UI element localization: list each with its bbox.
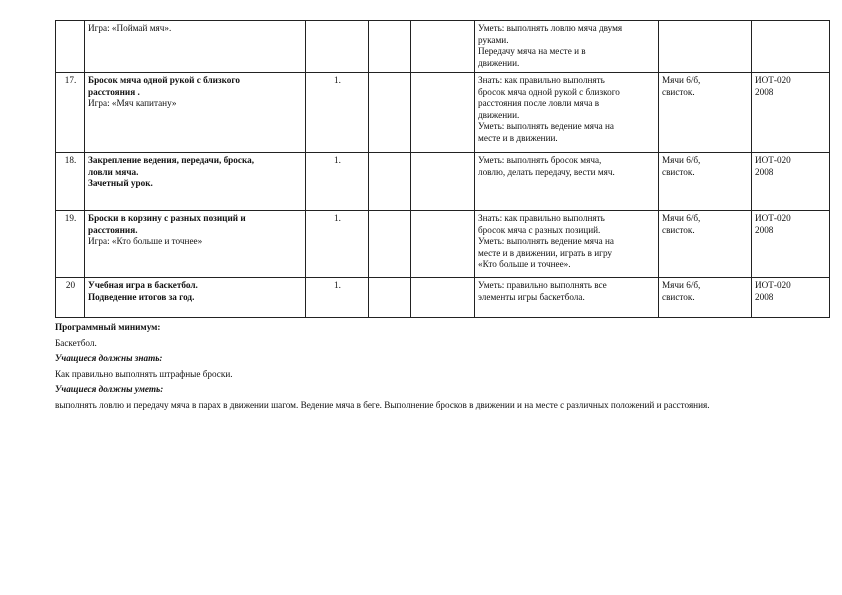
empty-cell: [411, 278, 475, 318]
lesson-safety-code: ИОТ-020 2008: [752, 211, 830, 278]
topic-line: Броски в корзину с разных позиций и расстояния.: [88, 213, 246, 235]
lesson-hours: [306, 21, 369, 73]
lesson-number: 19.: [56, 211, 85, 278]
lesson-requirements: Знать: как правильно выполнять бросок мяча одной рукой с близкого расстояния после ловли мяча в движении. Уметь: выполнять ведение мяча на месте и в движении.: [475, 73, 659, 153]
lesson-number: [56, 21, 85, 73]
lesson-equipment: Мячи 6/б, свисток.: [659, 153, 752, 211]
lesson-hours: 1.: [306, 278, 369, 318]
topic-line: Игра: «Кто больше и точнее»: [88, 236, 203, 247]
lesson-safety-code: ИОТ-020 2008: [752, 278, 830, 318]
empty-cell: [369, 73, 411, 153]
lesson-topic: [85, 211, 306, 278]
table-row: [56, 73, 830, 153]
lesson-topic: [85, 21, 306, 73]
lesson-requirements: Уметь: выполнять бросок мяча, ловлю, делать передачу, вести мяч.: [475, 153, 659, 211]
lesson-requirements: Уметь: выполнять ловлю мяча двумя руками. Передачу мяча на месте и в движении.: [475, 21, 659, 73]
empty-cell: [369, 21, 411, 73]
topic-line: Зачетный урок.: [88, 178, 153, 189]
empty-cell: [369, 153, 411, 211]
lesson-hours: 1.: [306, 73, 369, 153]
topic-line: Закрепление ведения, передачи, броска, ловли мяча.: [88, 155, 255, 177]
empty-cell: [411, 21, 475, 73]
know-text: Как правильно выполнять штрафные броски.: [55, 368, 233, 379]
know-heading: Учащиеся должны знать:: [55, 353, 163, 364]
program-minimum: [55, 320, 815, 412]
lesson-safety-code: [752, 21, 830, 73]
table-row: [56, 21, 830, 73]
lesson-equipment: Мячи 6/б, свисток.: [659, 278, 752, 318]
able-text: выполнять ловлю и передачу мяча в парах в движении шагом. Ведение мяча в беге. Выполнение бросков в движении и на месте с различных положений и расстояния.: [55, 399, 710, 410]
lesson-number: 17.: [56, 73, 85, 153]
lesson-number: 20: [56, 278, 85, 318]
able-heading: Учащиеся должны уметь:: [55, 384, 164, 395]
table-row: [56, 153, 830, 211]
lesson-requirements: Знать: как правильно выполнять бросок мяча с разных позиций. Уметь: выполнять ведение мяча на месте и в движении, играть в игру «Кто больше и точнее».: [475, 211, 659, 278]
lesson-equipment: [659, 21, 752, 73]
topic-line: Игра: «Мяч капитану»: [88, 98, 177, 109]
table-row: [56, 278, 830, 318]
lesson-hours: 1.: [306, 211, 369, 278]
lesson-number: 18.: [56, 153, 85, 211]
topic-line: Бросок мяча одной рукой с близкого расстояния .: [88, 75, 240, 97]
topic-line: Игра: «Поймай мяч».: [88, 23, 172, 33]
empty-cell: [369, 278, 411, 318]
lesson-equipment: Мячи 6/б, свисток.: [659, 73, 752, 153]
lesson-requirements: Уметь: правильно выполнять все элементы игры баскетбола.: [475, 278, 659, 318]
topic-line: Подведение итогов за год.: [88, 291, 195, 302]
minimum-sport: Баскетбол.: [55, 337, 97, 348]
empty-cell: [411, 153, 475, 211]
empty-cell: [369, 211, 411, 278]
empty-cell: [411, 211, 475, 278]
minimum-heading: Программный минимум:: [55, 322, 161, 332]
table-row: [56, 211, 830, 278]
lesson-topic: [85, 73, 306, 153]
lesson-plan-table: [55, 20, 830, 318]
lesson-safety-code: ИОТ-020 2008: [752, 153, 830, 211]
lesson-equipment: Мячи 6/б, свисток.: [659, 211, 752, 278]
topic-line: Учебная игра в баскетбол.: [88, 280, 198, 290]
lesson-topic: [85, 153, 306, 211]
lesson-hours: 1.: [306, 153, 369, 211]
lesson-topic: [85, 278, 306, 318]
lesson-safety-code: ИОТ-020 2008: [752, 73, 830, 153]
empty-cell: [411, 73, 475, 153]
